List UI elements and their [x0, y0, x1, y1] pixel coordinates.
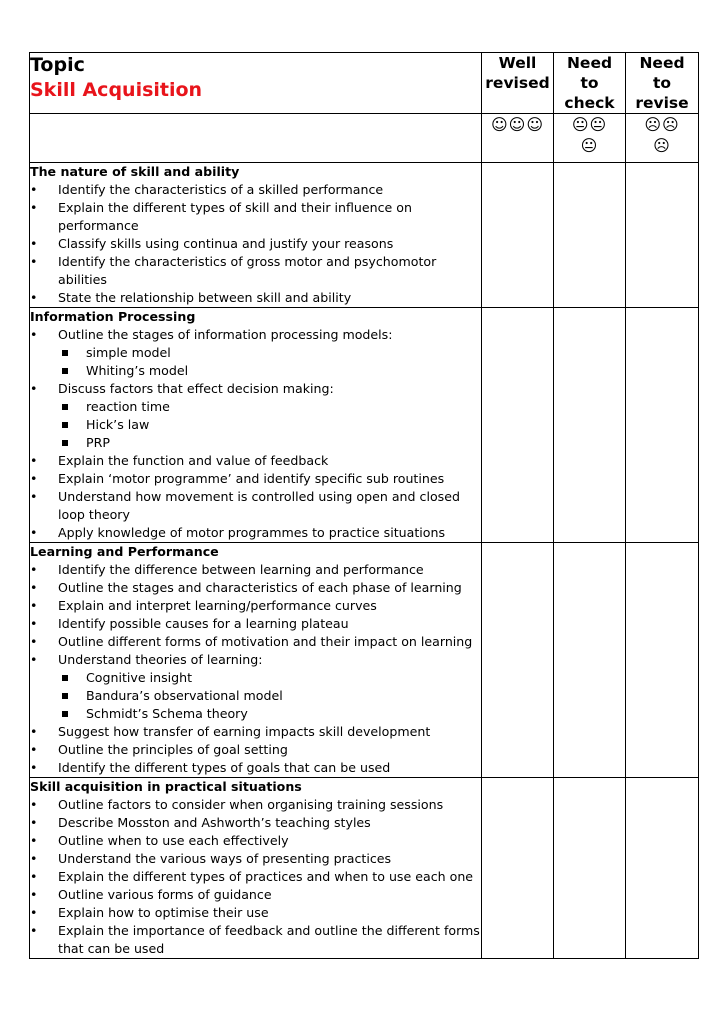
objective-list: [30, 561, 481, 777]
list-item-text: Outline the principles of goal setting: [58, 742, 288, 757]
bullet-icon: •: [30, 471, 38, 486]
square-bullet-icon: [62, 693, 68, 699]
bullet-icon: •: [30, 290, 38, 305]
section-content-cell: [30, 163, 482, 308]
list-item-text: Explain and interpret learning/performance curves: [58, 598, 377, 613]
checkbox-cell-need-to-check[interactable]: [554, 543, 626, 778]
list-item: [30, 868, 481, 886]
list-item-text: Identify the difference between learning and performance: [58, 562, 424, 577]
bullet-icon: •: [30, 760, 38, 775]
list-item: [30, 561, 481, 579]
column-header-line: to: [580, 74, 599, 92]
section-title: The nature of skill and ability: [30, 164, 240, 179]
section-row: [30, 778, 699, 959]
blank-topic-cell: [30, 114, 482, 163]
square-bullet-icon: [62, 675, 68, 681]
list-item: [30, 759, 481, 777]
smiley-faces-icon: [482, 114, 554, 163]
checkbox-cell-well-revised[interactable]: [482, 778, 554, 959]
list-item: [30, 470, 481, 488]
checkbox-cell-need-to-revise[interactable]: [626, 543, 699, 778]
sub-list-item-text: Cognitive insight: [86, 670, 193, 685]
list-item-text: Discuss factors that effect decision making:: [58, 381, 334, 396]
sub-list-item-text: reaction time: [86, 399, 170, 414]
face-line: 😐😐: [571, 115, 608, 134]
list-item-text: Outline various forms of guidance: [58, 887, 272, 902]
column-header-need-to-check: [554, 53, 626, 114]
face-line: 😐: [580, 136, 599, 155]
sub-list-item-text: simple model: [86, 345, 171, 360]
sub-list-item: [58, 362, 481, 380]
list-item: [30, 579, 481, 597]
list-item: [30, 651, 481, 723]
list-item-text: Explain the importance of feedback and outline the different forms that can be used: [58, 923, 480, 956]
topic-label: Topic: [30, 54, 85, 76]
list-item: [30, 181, 481, 199]
list-item-text: Understand the various ways of presenting practices: [58, 851, 392, 866]
checkbox-cell-well-revised[interactable]: [482, 163, 554, 308]
list-item-text: Explain the function and value of feedback: [58, 453, 329, 468]
face-line: ☹: [653, 136, 671, 155]
sub-list: [58, 398, 481, 452]
list-item: [30, 597, 481, 615]
column-header-line: Well: [498, 54, 537, 72]
bullet-icon: •: [30, 453, 38, 468]
list-item-text: Identify the characteristics of a skilled performance: [58, 182, 384, 197]
list-item-text: Explain how to optimise their use: [58, 905, 269, 920]
list-item-text: Outline when to use each effectively: [58, 833, 289, 848]
face-row: [30, 114, 699, 163]
sub-list-item: [58, 434, 481, 452]
bullet-icon: •: [30, 815, 38, 830]
column-header-well-revised: [482, 53, 554, 114]
list-item: [30, 524, 481, 542]
bullet-icon: •: [30, 489, 38, 504]
face-line: ☺☺☺: [490, 115, 545, 134]
face-line: ☹☹: [644, 115, 680, 134]
list-item: [30, 326, 481, 380]
list-item-text: Identify the different types of goals that can be used: [58, 760, 391, 775]
bullet-icon: •: [30, 562, 38, 577]
section-content-cell: [30, 778, 482, 959]
checkbox-cell-need-to-check[interactable]: [554, 308, 626, 543]
bullet-icon: •: [30, 905, 38, 920]
section-title: Learning and Performance: [30, 544, 219, 559]
list-item: [30, 796, 481, 814]
list-item: [30, 253, 481, 289]
section-row: [30, 543, 699, 778]
sub-list: [58, 344, 481, 380]
sub-list-item: [58, 344, 481, 362]
list-item: [30, 922, 481, 958]
section-row: [30, 163, 699, 308]
list-item: [30, 615, 481, 633]
bullet-icon: •: [30, 634, 38, 649]
list-item-text: Outline the stages and characteristics of each phase of learning: [58, 580, 462, 595]
list-item-text: Outline the stages of information processing models:: [58, 327, 393, 342]
column-header-line: check: [564, 94, 615, 112]
list-item-text: Understand how movement is controlled using open and closed loop theory: [58, 489, 460, 522]
list-item: [30, 633, 481, 651]
column-header-line: Need: [566, 54, 613, 72]
list-item-text: Outline different forms of motivation and their impact on learning: [58, 634, 473, 649]
revision-checklist-table: [29, 52, 699, 959]
sub-list-item: [58, 669, 481, 687]
sub-list-item: [58, 398, 481, 416]
sad-faces-icon: [626, 114, 699, 163]
objective-list: [30, 326, 481, 542]
list-item: [30, 850, 481, 868]
bullet-icon: •: [30, 525, 38, 540]
column-header-line: to: [652, 74, 672, 92]
sub-list-item: [58, 687, 481, 705]
bullet-icon: •: [30, 598, 38, 613]
section-content-cell: [30, 543, 482, 778]
column-header-need-to-revise: [626, 53, 699, 114]
list-item: [30, 886, 481, 904]
bullet-icon: •: [30, 182, 38, 197]
topic-title: Skill Acquisition: [30, 79, 203, 101]
list-item-text: Explain the different types of practices and when to use each one: [58, 869, 474, 884]
checkbox-cell-need-to-revise[interactable]: [626, 163, 699, 308]
list-item-text: Describe Mosston and Ashworth’s teaching styles: [58, 815, 371, 830]
bullet-icon: •: [30, 381, 38, 396]
column-header-line: revise: [635, 94, 689, 112]
bullet-icon: •: [30, 236, 38, 251]
sub-list-item: [58, 705, 481, 723]
objective-list: [30, 181, 481, 307]
sub-list: [58, 669, 481, 723]
list-item-text: Outline factors to consider when organising training sessions: [58, 797, 444, 812]
bullet-icon: •: [30, 254, 38, 269]
neutral-faces-icon: [554, 114, 626, 163]
section-title: Skill acquisition in practical situations: [30, 779, 302, 794]
square-bullet-icon: [62, 368, 68, 374]
bullet-icon: •: [30, 200, 38, 215]
column-header-line: revised: [485, 74, 550, 92]
objective-list: [30, 796, 481, 958]
sub-list-item-text: PRP: [86, 435, 110, 450]
checkbox-cell-well-revised[interactable]: [482, 308, 554, 543]
list-item: [30, 904, 481, 922]
square-bullet-icon: [62, 422, 68, 428]
checkbox-cell-need-to-revise[interactable]: [626, 778, 699, 959]
sub-list-item-text: Whiting’s model: [86, 363, 189, 378]
section-content-cell: [30, 308, 482, 543]
checkbox-cell-need-to-check[interactable]: [554, 163, 626, 308]
list-item-text: Explain ‘motor programme’ and identify specific sub routines: [58, 471, 445, 486]
square-bullet-icon: [62, 711, 68, 717]
list-item: [30, 832, 481, 850]
list-item: [30, 380, 481, 452]
section-row: [30, 308, 699, 543]
bullet-icon: •: [30, 742, 38, 757]
list-item: [30, 814, 481, 832]
section-title: Information Processing: [30, 309, 196, 324]
topic-header-cell: [30, 53, 482, 114]
sub-list-item: [58, 416, 481, 434]
bullet-icon: •: [30, 851, 38, 866]
list-item: [30, 199, 481, 235]
header-row: [30, 53, 699, 114]
column-header-line: Need: [639, 54, 685, 72]
bullet-icon: •: [30, 869, 38, 884]
checkbox-cell-need-to-check[interactable]: [554, 778, 626, 959]
square-bullet-icon: [62, 440, 68, 446]
sub-list-item-text: Hick’s law: [86, 417, 150, 432]
sub-list-item-text: Bandura’s observational model: [86, 688, 283, 703]
list-item: [30, 235, 481, 253]
bullet-icon: •: [30, 724, 38, 739]
bullet-icon: •: [30, 580, 38, 595]
bullet-icon: •: [30, 923, 38, 938]
checkbox-cell-well-revised[interactable]: [482, 543, 554, 778]
square-bullet-icon: [62, 350, 68, 356]
list-item-text: Identify the characteristics of gross motor and psychomotor abilities: [58, 254, 437, 287]
list-item-text: State the relationship between skill and ability: [58, 290, 352, 305]
list-item-text: Suggest how transfer of earning impacts skill development: [58, 724, 431, 739]
list-item: [30, 488, 481, 524]
list-item-text: Classify skills using continua and justify your reasons: [58, 236, 394, 251]
list-item: [30, 289, 481, 307]
bullet-icon: •: [30, 833, 38, 848]
list-item-text: Understand theories of learning:: [58, 652, 263, 667]
list-item-text: Apply knowledge of motor programmes to practice situations: [58, 525, 446, 540]
list-item-text: Identify possible causes for a learning plateau: [58, 616, 349, 631]
square-bullet-icon: [62, 404, 68, 410]
bullet-icon: •: [30, 652, 38, 667]
list-item: [30, 723, 481, 741]
checkbox-cell-need-to-revise[interactable]: [626, 308, 699, 543]
bullet-icon: •: [30, 887, 38, 902]
bullet-icon: •: [30, 616, 38, 631]
list-item: [30, 741, 481, 759]
bullet-icon: •: [30, 797, 38, 812]
bullet-icon: •: [30, 327, 38, 342]
sub-list-item-text: Schmidt’s Schema theory: [86, 706, 248, 721]
list-item-text: Explain the different types of skill and their influence on performance: [58, 200, 412, 233]
list-item: [30, 452, 481, 470]
